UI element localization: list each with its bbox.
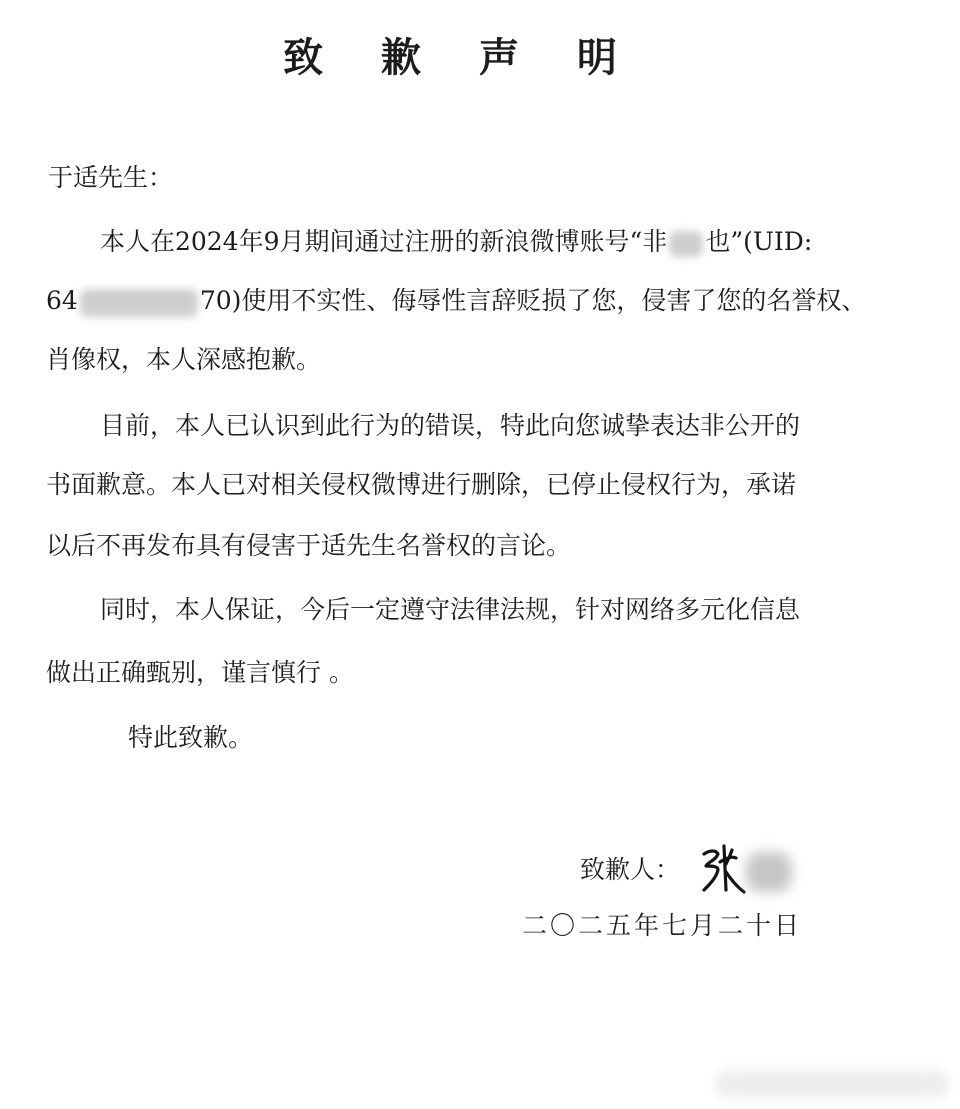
salutation: 于适先生： <box>48 163 174 192</box>
paragraph-1-line-1 <box>100 224 812 260</box>
paragraph-2-line-2: 书面歉意。本人已对相关侵权微博进行删除，已停止侵权行为，承诺 <box>46 470 797 499</box>
paragraph-1-line-2 <box>46 283 866 319</box>
handwritten-signature <box>696 840 806 900</box>
paragraph-1-line-1-start: 本人在2024年9月期间通过注册的新浪微博账号“非 <box>100 227 668 256</box>
signer-label: 致歉人： <box>580 855 681 884</box>
paragraph-3-line-1: 同时，本人保证，今后一定遵守法律法规，针对网络多元化信息 <box>100 595 801 624</box>
redacted-signature <box>746 852 792 892</box>
redacted-account-name <box>669 231 703 257</box>
paragraph-2-line-3: 以后不再发布具有侵害于适先生名誉权的言论。 <box>46 531 572 560</box>
paragraph-1-line-1-end: 也”(UID: <box>705 227 813 256</box>
document-title: 致 歉 声 明 <box>283 34 639 81</box>
blurred-watermark <box>714 1070 950 1098</box>
signer-block <box>580 840 806 900</box>
paragraph-2-line-1: 目前，本人已认识到此行为的错误，特此向您诚挚表达非公开的 <box>100 411 801 440</box>
redacted-uid <box>80 289 198 317</box>
closing-line: 特此致歉。 <box>128 723 254 752</box>
paragraph-3-line-2: 做出正确甄别，谨言慎行 。 <box>46 658 354 687</box>
paragraph-1-line-3: 肖像权，本人深感抱歉。 <box>46 345 322 374</box>
paragraph-1-line-2-end: 70)使用不实性、侮辱性言辞贬损了您，侵害了您的名誉权、 <box>199 286 867 315</box>
signing-date: 二〇二五年七月二十日 <box>522 911 803 940</box>
uid-prefix: 64 <box>46 286 78 315</box>
